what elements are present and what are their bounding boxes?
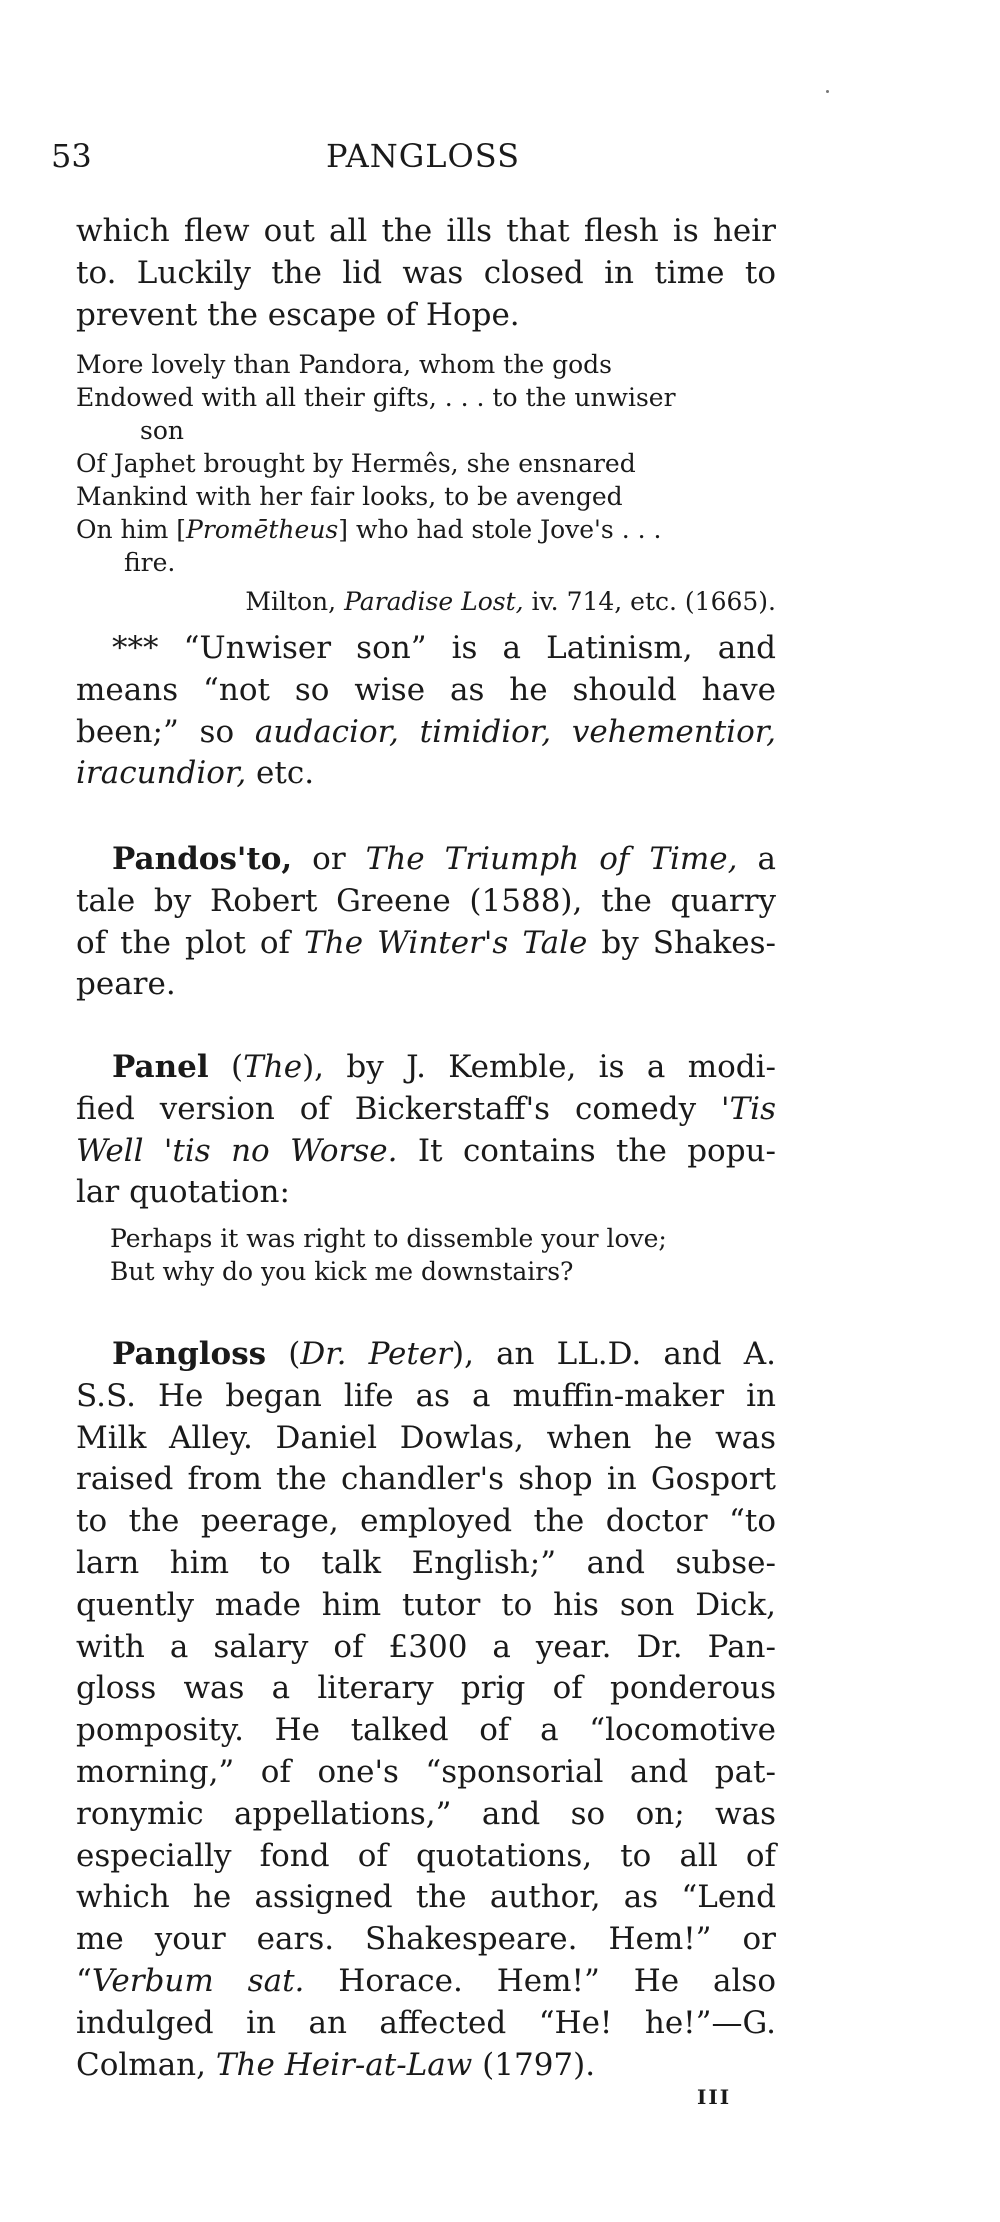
entry-line: indulged in an affected “He! he!”—G. [76,2004,776,2041]
entry-pandosto [76,839,776,1006]
quote-line: Endowed with all their gifts, . . . to the unwiser [76,383,676,412]
note-italic: timidior, [419,713,552,750]
entry-text: “ [76,1962,92,1999]
entry-line: morning,” of one's “sponsorial and pat- [76,1753,776,1790]
running-title: PANGLOSS [326,137,521,175]
entry-line [76,1089,776,1131]
quote-text: ] who had stole Jove's . . . [338,515,662,544]
panel-quote-line: But why do you kick me downstairs? [110,1257,574,1287]
entry-line [76,839,776,881]
entry-italic: Tis [729,1090,776,1127]
entry-italic: Well 'tis no Worse. [76,1132,398,1169]
panel-quote-line: Perhaps it was right to dissemble your love; [110,1224,667,1254]
milton-quotation [76,348,776,618]
quote-line: Mankind with her fair looks, to be avenged [76,482,623,511]
entry-line: ronymic appellations,” and so on; was [76,1795,776,1832]
attribution-ref: iv. 714, etc. (1665). [523,587,776,616]
entry-line: peare. [76,966,176,1003]
page-header [51,136,771,186]
entry-line: quently made him tutor to his son Dick, [76,1586,776,1623]
entry-text: ), an LL.D. and A. [452,1336,776,1372]
note-italic: iracundior, [76,755,247,792]
entry-text: Colman, [76,2046,216,2083]
entry-line: raised from the chandler's shop in Gosport [76,1461,776,1498]
paragraph-line: *** “Unwiser son” is a Latinism, and [112,630,776,666]
entry-text: or [292,841,366,877]
note-italic: vehementior, [571,713,777,750]
entry-headword: Pandos'to, [112,841,293,877]
entry-italic: The [243,1049,303,1085]
entry-line: gloss was a literary prig of ponderous [76,1670,776,1707]
entry-line: me your ears. Shakespeare. Hem!” or [76,1921,776,1958]
quote-line: son [140,416,184,445]
paragraph-line [76,753,776,795]
entry-line [76,1131,776,1173]
quote-line [76,513,776,546]
entry-italic: Verbum sat. [91,1962,305,1999]
quote-italic: Promētheus [186,515,339,544]
paragraph-line: which flew out all the ills that flesh is heir [76,213,776,249]
entry-line: S.S. He began life as a muffin-maker in [76,1377,776,1414]
attribution-author: Milton, [245,587,345,616]
page-number: 53 [51,137,92,175]
entry-line: pomposity. He talked of a “locomotive [76,1712,776,1749]
entry-text: It contains the popu- [397,1132,777,1169]
quote-text: On him [ [76,515,187,544]
entry-italic: The Triumph of Time, [365,841,738,877]
entry-headword: Pangloss [112,1336,267,1372]
entry-line: lar quotation: [76,1174,290,1211]
continuation-paragraph [76,211,776,336]
entry-text: (1797). [472,2046,596,2083]
entry-line: tale by Robert Greene (1588), the quarry [76,882,776,919]
entry-text: of the plot of [76,924,305,961]
note-text [399,714,420,750]
note-text: been;” so [76,713,255,750]
entry-line: with a salary of £300 a year. Dr. Pan- [76,1628,776,1665]
entry-line: which he assigned the author, as “Lend [76,1879,776,1916]
quote-attribution [76,585,776,618]
paragraph-line [76,712,776,754]
entry-panel [76,1047,776,1288]
entry-italic: The Winter's Tale [304,924,588,961]
note-text: etc. [246,755,315,792]
entry-line [76,2045,776,2087]
paragraph-line: means “not so wise as he should have [76,671,776,708]
entry-headword: Panel [112,1049,209,1085]
entry-text: ( [208,1049,244,1085]
entry-line [76,1961,776,2003]
note-text [551,714,572,750]
entry-text: ( [266,1336,301,1372]
quote-line: More lovely than Pandora, whom the gods [76,350,612,379]
entry-line: Milk Alley. Daniel Dowlas, when he was [76,1419,776,1456]
entry-text: ), by J. Kemble, is a modi- [302,1049,776,1085]
latinism-note [76,628,776,795]
entry-text: fied version of Bickerstaff's comedy ' [76,1090,730,1127]
entry-line: especially fond of quotations, to all of [76,1837,776,1874]
entry-text: Horace. Hem!” He also [304,1962,777,1999]
paper-speck [826,90,829,93]
paragraph-line: prevent the escape of Hope. [76,296,520,333]
entry-line: to the peerage, employed the doctor “to [76,1503,776,1540]
quote-line: Of Japhet brought by Hermês, she ensnared [76,449,636,478]
entry-italic: Dr. Peter [300,1336,453,1372]
entry-line [76,923,776,965]
entry-line [76,1334,776,1376]
entry-text: a [737,841,776,877]
paragraph-line: to. Luckily the lid was closed in time to [76,254,776,291]
signature-mark: III [697,2085,732,2109]
note-italic: audacior, [254,713,399,750]
entry-text: by Shakes- [587,924,777,961]
entry-line: larn him to talk English;” and subse- [76,1544,776,1581]
entry-pangloss [76,1334,776,2086]
attribution-work: Paradise Lost, [344,587,524,616]
quote-line: fire. [124,548,176,577]
entry-italic: The Heir-at-Law [215,2046,473,2083]
entry-line [76,1047,776,1089]
